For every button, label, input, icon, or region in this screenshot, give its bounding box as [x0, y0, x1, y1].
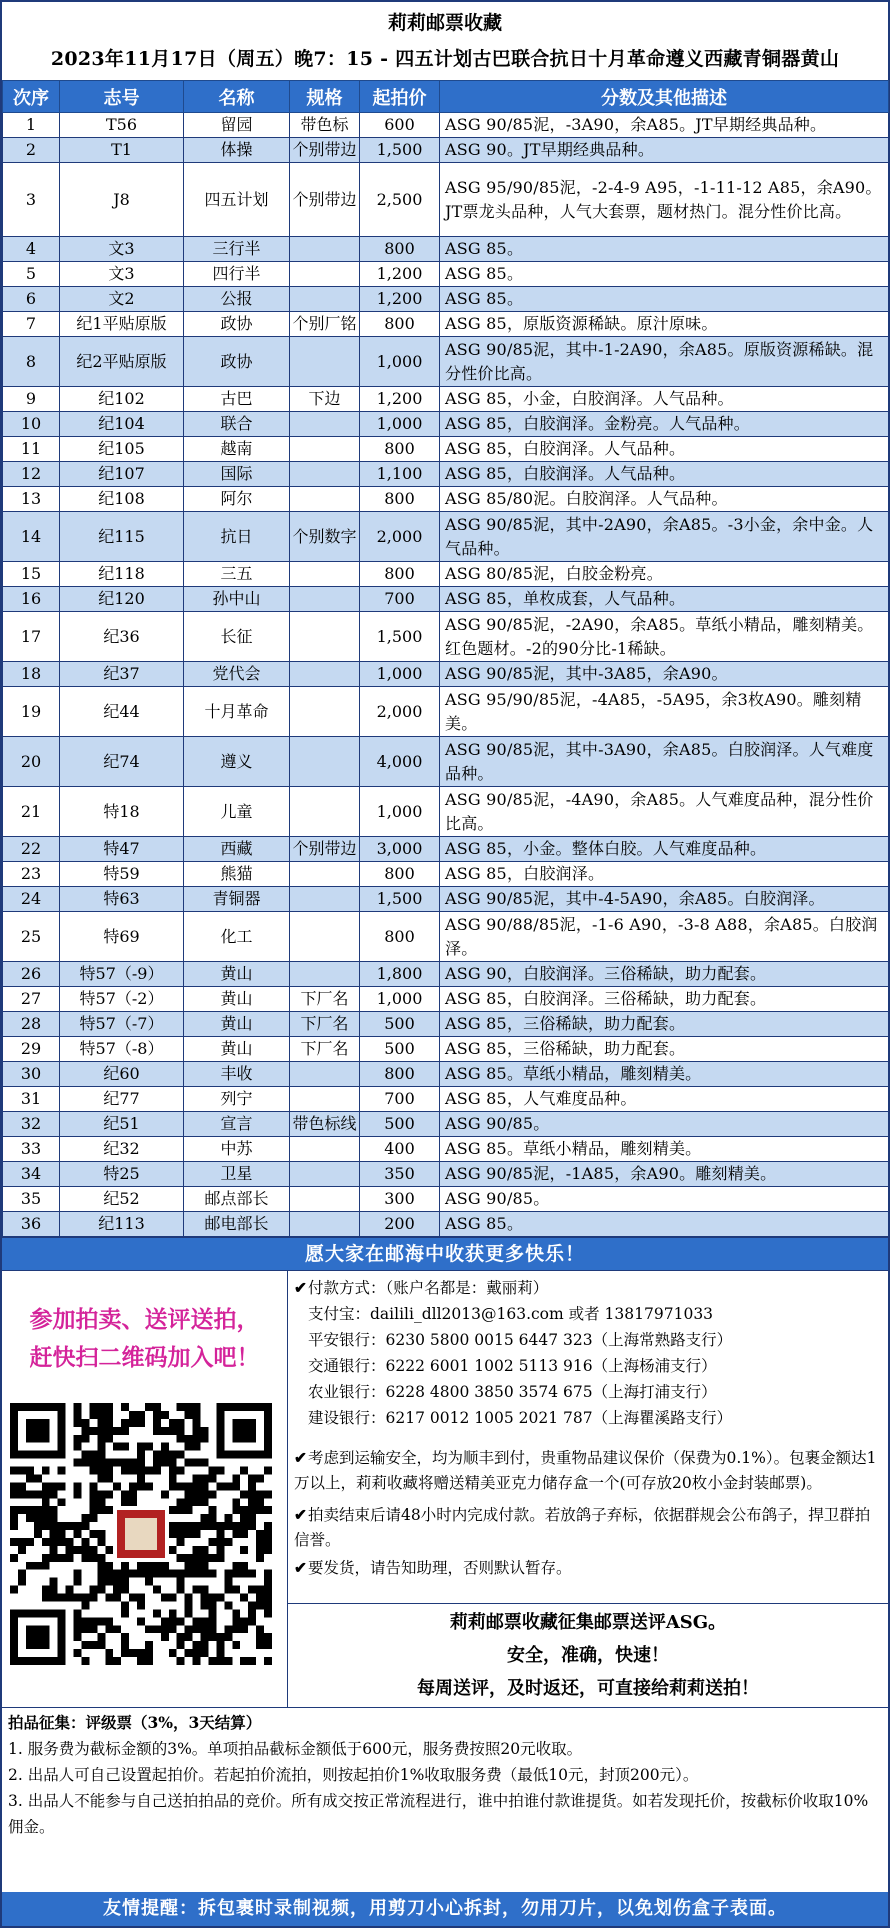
- cell-desc: ASG 85，白胶润泽。金粉亮。人气品种。: [440, 412, 889, 437]
- cell-code: 纪107: [60, 462, 184, 487]
- cell-code: 纪120: [60, 587, 184, 612]
- cell-spec: [290, 1062, 360, 1087]
- table-row: [3, 1037, 889, 1062]
- table-row: [3, 662, 889, 687]
- cell-name: 熊猫: [184, 862, 290, 887]
- table-row: [3, 387, 889, 412]
- shipping-note: 考虑到运输安全，均为顺丰到付，贵重物品建议保价（保费为0.1%）。包裹金额达1万以上，莉莉收藏将赠送精美亚克力储存盒一个(可存放20枚小金封装邮票)。: [294, 1449, 877, 1492]
- cell-spec: [290, 487, 360, 512]
- cell-price: 1,800: [360, 962, 440, 987]
- cell-no: 4: [3, 237, 60, 262]
- table-row: [3, 512, 889, 562]
- cell-no: 16: [3, 587, 60, 612]
- cell-price: 1,500: [360, 612, 440, 662]
- cell-price: 1,000: [360, 987, 440, 1012]
- cell-price: 3,000: [360, 837, 440, 862]
- cell-no: 13: [3, 487, 60, 512]
- cell-code: 特47: [60, 837, 184, 862]
- cell-no: 1: [3, 113, 60, 138]
- cell-no: 27: [3, 987, 60, 1012]
- table-row: [3, 138, 889, 163]
- promo-text: [2, 1301, 287, 1377]
- cell-price: 350: [360, 1162, 440, 1187]
- payment-info: [288, 1271, 888, 1604]
- payment-method: 付款方式：（账户名都是：戴丽莉）: [308, 1279, 549, 1297]
- cell-no: 9: [3, 387, 60, 412]
- table-row: [3, 412, 889, 437]
- cell-code: T56: [60, 113, 184, 138]
- cell-price: 1,100: [360, 462, 440, 487]
- table-row: [3, 1187, 889, 1212]
- page-title: 莉莉邮票收藏: [387, 12, 502, 34]
- cell-name: 十月革命: [184, 687, 290, 737]
- rule-item: 3. 出品人不能参与自己送拍拍品的竞价。所有成交按正常流程进行，谁中拍谁付款谁提货。如若发现托价，按截标价收取10%佣金。: [8, 1792, 869, 1836]
- cell-name: 卫星: [184, 1162, 290, 1187]
- cell-price: 1,000: [360, 412, 440, 437]
- cell-no: 26: [3, 962, 60, 987]
- cell-name: 三行半: [184, 237, 290, 262]
- cell-no: 8: [3, 337, 60, 387]
- cell-name: 国际: [184, 462, 290, 487]
- rule-item: 2. 出品人可自己设置起拍价。若起拍价流拍，则按起拍价1%收取服务费（最低10元，封顶200元）。: [8, 1766, 699, 1784]
- table-row: [3, 312, 889, 337]
- header-no: 次序: [3, 81, 60, 113]
- cell-code: 纪105: [60, 437, 184, 462]
- cell-desc: ASG 95/90/85泥，-4A85，-5A95，余3枚A90。雕刻精美。: [440, 687, 889, 737]
- table-body: [3, 113, 889, 1237]
- cell-spec: 个别数字: [290, 512, 360, 562]
- cell-name: 宣言: [184, 1112, 290, 1137]
- qr-code-icon[interactable]: [10, 1403, 272, 1665]
- cell-no: 32: [3, 1112, 60, 1137]
- cell-spec: 个别厂铭: [290, 312, 360, 337]
- cell-code: 纪115: [60, 512, 184, 562]
- cell-spec: [290, 1187, 360, 1212]
- cell-spec: 个别带边: [290, 837, 360, 862]
- slogan-line-1: 莉莉邮票收藏征集邮票送评ASG。: [449, 1612, 727, 1633]
- cell-price: 1,000: [360, 787, 440, 837]
- cell-price: 800: [360, 437, 440, 462]
- cell-code: 纪44: [60, 687, 184, 737]
- bank-account: 交通银行：6222 6001 1002 5113 916（上海杨浦支行）: [308, 1357, 717, 1375]
- cell-spec: [290, 337, 360, 387]
- cell-no: 33: [3, 1137, 60, 1162]
- cell-desc: ASG 85，三俗稀缺，助力配套。: [440, 1012, 889, 1037]
- check-icon: ✔: [294, 1448, 307, 1467]
- header-desc: 分数及其他描述: [440, 81, 889, 113]
- auction-table: [2, 80, 889, 1237]
- cell-code: 纪51: [60, 1112, 184, 1137]
- rules-heading: 拍品征集：评级票（3%，3天结算）: [8, 1713, 262, 1732]
- cell-name: 四五计划: [184, 163, 290, 237]
- alipay-account: 支付宝：dailili_dll2013@163.com 或者 13817971033: [308, 1305, 714, 1323]
- cell-desc: ASG 85。: [440, 237, 889, 262]
- cell-desc: ASG 85，三俗稀缺，助力配套。: [440, 1037, 889, 1062]
- check-icon: ✔: [294, 1278, 307, 1297]
- cell-code: 文3: [60, 262, 184, 287]
- table-row: [3, 337, 889, 387]
- cell-price: 800: [360, 912, 440, 962]
- cell-price: 1,500: [360, 887, 440, 912]
- cell-price: 1,200: [360, 262, 440, 287]
- slogan-line-3: 每周送评，及时返还，可直接给莉莉送拍！: [417, 1678, 759, 1699]
- cell-no: 14: [3, 512, 60, 562]
- table-row: [3, 837, 889, 862]
- cell-desc: ASG 90/85泥，其中-4-5A90，余A85。白胶润泽。: [440, 887, 889, 912]
- cell-code: J8: [60, 163, 184, 237]
- rule-item: 1. 服务费为截标金额的3%。单项拍品截标金额低于600元，服务费按照20元收取。: [8, 1740, 583, 1758]
- cell-code: 特25: [60, 1162, 184, 1187]
- cell-spec: [290, 687, 360, 737]
- slogan: [288, 1604, 888, 1707]
- cell-name: 抗日: [184, 512, 290, 562]
- cell-name: 中苏: [184, 1137, 290, 1162]
- cell-desc: ASG 85。: [440, 1212, 889, 1237]
- table-row: [3, 462, 889, 487]
- table-row: [3, 262, 889, 287]
- cell-code: 纪118: [60, 562, 184, 587]
- cell-price: 800: [360, 862, 440, 887]
- cell-no: 34: [3, 1162, 60, 1187]
- cell-code: 纪2平贴原版: [60, 337, 184, 387]
- cell-price: 800: [360, 487, 440, 512]
- promo-column: [2, 1271, 288, 1707]
- cell-spec: [290, 462, 360, 487]
- cell-desc: ASG 90，白胶润泽。三俗稀缺，助力配套。: [440, 962, 889, 987]
- cell-price: 2,500: [360, 163, 440, 237]
- cell-desc: ASG 90/85泥，-2A90，余A85。草纸小精品，雕刻精美。红色题材。-2的90分比-1稀缺。: [440, 612, 889, 662]
- cell-name: 西藏: [184, 837, 290, 862]
- cell-no: 15: [3, 562, 60, 587]
- cell-no: 28: [3, 1012, 60, 1037]
- cell-no: 22: [3, 837, 60, 862]
- cell-price: 300: [360, 1187, 440, 1212]
- cell-name: 儿童: [184, 787, 290, 837]
- table-header-row: [3, 81, 889, 113]
- cell-spec: [290, 1212, 360, 1237]
- cell-no: 2: [3, 138, 60, 163]
- table-row: [3, 1212, 889, 1237]
- cell-name: 黄山: [184, 1037, 290, 1062]
- cell-spec: [290, 912, 360, 962]
- table-row: [3, 587, 889, 612]
- cell-spec: [290, 287, 360, 312]
- cell-no: 21: [3, 787, 60, 837]
- cell-no: 6: [3, 287, 60, 312]
- cell-name: 公报: [184, 287, 290, 312]
- cell-desc: ASG 90/85泥，-4A90，余A85。人气难度品种，混分性价比高。: [440, 787, 889, 837]
- bank-account: 农业银行：6228 4800 3850 3574 675（上海打浦支行）: [308, 1383, 717, 1401]
- cell-no: 5: [3, 262, 60, 287]
- cell-name: 三五: [184, 562, 290, 587]
- cell-desc: ASG 90/88/85泥，-1-6 A90，-3-8 A88，余A85。白胶润泽。: [440, 912, 889, 962]
- cell-code: 特57（-8）: [60, 1037, 184, 1062]
- cell-price: 500: [360, 1012, 440, 1037]
- cell-no: 31: [3, 1087, 60, 1112]
- cell-name: 黄山: [184, 1012, 290, 1037]
- cell-name: 党代会: [184, 662, 290, 687]
- cell-code: 纪104: [60, 412, 184, 437]
- cell-code: 特18: [60, 787, 184, 837]
- cell-no: 18: [3, 662, 60, 687]
- wish-banner: 愿大家在邮海中收获更多快乐！: [2, 1237, 888, 1270]
- cell-code: 纪32: [60, 1137, 184, 1162]
- cell-no: 35: [3, 1187, 60, 1212]
- cell-code: 特63: [60, 887, 184, 912]
- cell-name: 体操: [184, 138, 290, 163]
- cell-name: 丰收: [184, 1062, 290, 1087]
- cell-spec: 下厂名: [290, 1012, 360, 1037]
- promo-line-2: 赶快扫二维码加入吧！: [29, 1344, 260, 1371]
- cell-code: 纪74: [60, 737, 184, 787]
- cell-price: 1,500: [360, 138, 440, 163]
- cell-no: 23: [3, 862, 60, 887]
- table-row: [3, 687, 889, 737]
- cell-desc: ASG 85，人气难度品种。: [440, 1087, 889, 1112]
- cell-code: 纪52: [60, 1187, 184, 1212]
- cell-spec: [290, 1087, 360, 1112]
- table-row: [3, 487, 889, 512]
- info-block: [2, 1270, 888, 1708]
- cell-name: 政协: [184, 312, 290, 337]
- cell-name: 阿尔: [184, 487, 290, 512]
- cell-name: 青铜器: [184, 887, 290, 912]
- cell-price: 200: [360, 1212, 440, 1237]
- cell-spec: [290, 862, 360, 887]
- cell-price: 500: [360, 1037, 440, 1062]
- page-subtitle: 2023年11月17日（周五）晚7：15 - 四五计划古巴联合抗日十月革命遵义西藏青铜器黄山: [50, 48, 840, 70]
- cell-desc: ASG 90/85。: [440, 1112, 889, 1137]
- bank-account: 建设银行：6217 0012 1005 2021 787（上海瞿溪路支行）: [308, 1409, 733, 1427]
- cell-code: 纪102: [60, 387, 184, 412]
- cell-desc: ASG 85，小金，白胶润泽。人气品种。: [440, 387, 889, 412]
- table-row: [3, 287, 889, 312]
- cell-spec: [290, 412, 360, 437]
- cell-desc: ASG 85，白胶润泽。三俗稀缺，助力配套。: [440, 987, 889, 1012]
- cell-price: 400: [360, 1137, 440, 1162]
- table-row: [3, 1162, 889, 1187]
- table-row: [3, 987, 889, 1012]
- cell-code: 纪36: [60, 612, 184, 662]
- header-name: 名称: [184, 81, 290, 113]
- cell-no: 24: [3, 887, 60, 912]
- cell-desc: ASG 85。: [440, 287, 889, 312]
- cell-code: 特57（-7）: [60, 1012, 184, 1037]
- cell-no: 25: [3, 912, 60, 962]
- cell-price: 1,200: [360, 387, 440, 412]
- table-row: [3, 1112, 889, 1137]
- cell-spec: [290, 237, 360, 262]
- cell-name: 化工: [184, 912, 290, 962]
- cell-code: 纪77: [60, 1087, 184, 1112]
- cell-spec: 下边: [290, 387, 360, 412]
- table-row: [3, 862, 889, 887]
- cell-spec: [290, 262, 360, 287]
- cell-no: 17: [3, 612, 60, 662]
- cell-code: 文2: [60, 287, 184, 312]
- cell-desc: ASG 85，原版资源稀缺。原汁原味。: [440, 312, 889, 337]
- cell-spec: [290, 437, 360, 462]
- cell-spec: 带色标: [290, 113, 360, 138]
- cell-code: 特57（-9）: [60, 962, 184, 987]
- cell-name: 四行半: [184, 262, 290, 287]
- cell-spec: [290, 962, 360, 987]
- table-row: [3, 787, 889, 837]
- cell-name: 古巴: [184, 387, 290, 412]
- table-row: [3, 237, 889, 262]
- table-row: [3, 612, 889, 662]
- cell-price: 600: [360, 113, 440, 138]
- title-bar: [2, 2, 888, 80]
- cell-desc: ASG 90/85泥，其中-2A90，余A85。-3小金，余中金。人气品种。: [440, 512, 889, 562]
- cell-spec: 带色标线: [290, 1112, 360, 1137]
- table-row: [3, 1062, 889, 1087]
- cell-spec: [290, 737, 360, 787]
- table-row: [3, 163, 889, 237]
- table-row: [3, 887, 889, 912]
- cell-desc: ASG 85，白胶润泽。人气品种。: [440, 437, 889, 462]
- cell-desc: ASG 80/85泥，白胶金粉亮。: [440, 562, 889, 587]
- payment-column: [288, 1271, 888, 1707]
- cell-desc: ASG 85，单枚成套，人气品种。: [440, 587, 889, 612]
- cell-name: 孙中山: [184, 587, 290, 612]
- rules-section: [2, 1708, 888, 1875]
- cell-desc: ASG 85。草纸小精品，雕刻精美。: [440, 1137, 889, 1162]
- cell-code: 特69: [60, 912, 184, 962]
- cell-price: 700: [360, 587, 440, 612]
- cell-code: 纪37: [60, 662, 184, 687]
- cell-name: 政协: [184, 337, 290, 387]
- cell-desc: ASG 95/90/85泥，-2-4-9 A95，-1-11-12 A85，余A90。JT票龙头品种，人气大套票，题材热门。混分性价比高。: [440, 163, 889, 237]
- cell-desc: ASG 90。JT早期经典品种。: [440, 138, 889, 163]
- promo-line-1: 参加拍卖、送评送拍，: [29, 1306, 260, 1333]
- cell-desc: ASG 85，白胶润泽。人气品种。: [440, 462, 889, 487]
- cell-no: 20: [3, 737, 60, 787]
- cell-price: 800: [360, 312, 440, 337]
- cell-no: 36: [3, 1212, 60, 1237]
- payment-deadline-note: 拍卖结束后请48小时内完成付款。若放鸽子弃标，依据群规会公布鸽子，捍卫群拍信誉。: [294, 1506, 871, 1549]
- cell-name: 遵义: [184, 737, 290, 787]
- header-code: 志号: [60, 81, 184, 113]
- cell-price: 1,200: [360, 287, 440, 312]
- cell-desc: ASG 90/85泥，其中-3A85，余A90。: [440, 662, 889, 687]
- cell-no: 7: [3, 312, 60, 337]
- cell-code: 纪1平贴原版: [60, 312, 184, 337]
- table-row: [3, 912, 889, 962]
- cell-desc: ASG 85/80泥。白胶润泽。人气品种。: [440, 487, 889, 512]
- cell-no: 29: [3, 1037, 60, 1062]
- cell-name: 黄山: [184, 987, 290, 1012]
- cell-price: 500: [360, 1112, 440, 1137]
- cell-code: 特59: [60, 862, 184, 887]
- cell-price: 1,000: [360, 662, 440, 687]
- cell-spec: 个别带边: [290, 163, 360, 237]
- cell-code: 纪113: [60, 1212, 184, 1237]
- shipping-request-note: 要发货，请告知助理，否则默认暂存。: [308, 1559, 572, 1577]
- cell-spec: [290, 1162, 360, 1187]
- cell-spec: 下厂名: [290, 987, 360, 1012]
- cell-no: 10: [3, 412, 60, 437]
- cell-code: T1: [60, 138, 184, 163]
- cell-code: 纪108: [60, 487, 184, 512]
- cell-spec: [290, 662, 360, 687]
- cell-spec: [290, 787, 360, 837]
- table-row: [3, 1087, 889, 1112]
- cell-price: 2,000: [360, 512, 440, 562]
- cell-desc: ASG 85，白胶润泽。: [440, 862, 889, 887]
- cell-code: 文3: [60, 237, 184, 262]
- cell-price: 1,000: [360, 337, 440, 387]
- cell-no: 11: [3, 437, 60, 462]
- slogan-line-2: 安全，准确，快速！: [507, 1645, 669, 1666]
- cell-desc: ASG 90/85泥，-1A85，余A90。雕刻精美。: [440, 1162, 889, 1187]
- cell-spec: [290, 562, 360, 587]
- cell-name: 邮电部长: [184, 1212, 290, 1237]
- table-row: [3, 1137, 889, 1162]
- header-price: 起拍价: [360, 81, 440, 113]
- cell-spec: [290, 887, 360, 912]
- check-icon: ✔: [294, 1558, 307, 1577]
- cell-code: 特57（-2）: [60, 987, 184, 1012]
- table-row: [3, 962, 889, 987]
- cell-code: 纪60: [60, 1062, 184, 1087]
- cell-desc: ASG 85。草纸小精品，雕刻精美。: [440, 1062, 889, 1087]
- table-row: [3, 113, 889, 138]
- header-spec: 规格: [290, 81, 360, 113]
- cell-desc: ASG 85。: [440, 262, 889, 287]
- cell-no: 3: [3, 163, 60, 237]
- table-row: [3, 1012, 889, 1037]
- cell-desc: ASG 90/85泥，-3A90，余A85。JT早期经典品种。: [440, 113, 889, 138]
- cell-no: 30: [3, 1062, 60, 1087]
- cell-spec: 个别带边: [290, 138, 360, 163]
- cell-spec: [290, 612, 360, 662]
- cell-desc: ASG 90/85泥，其中-1-2A90，余A85。原版资源稀缺。混分性价比高。: [440, 337, 889, 387]
- cell-price: 700: [360, 1087, 440, 1112]
- table-row: [3, 562, 889, 587]
- cell-name: 邮点部长: [184, 1187, 290, 1212]
- cell-price: 800: [360, 237, 440, 262]
- cell-price: 800: [360, 562, 440, 587]
- table-row: [3, 737, 889, 787]
- cell-name: 联合: [184, 412, 290, 437]
- reminder-banner: 友情提醒：拆包裹时录制视频，用剪刀小心拆封，勿用刀片，以免划伤盒子表面。: [2, 1892, 888, 1926]
- cell-name: 越南: [184, 437, 290, 462]
- cell-price: 800: [360, 1062, 440, 1087]
- cell-no: 19: [3, 687, 60, 737]
- cell-spec: 下厂名: [290, 1037, 360, 1062]
- cell-name: 黄山: [184, 962, 290, 987]
- cell-price: 4,000: [360, 737, 440, 787]
- cell-spec: [290, 587, 360, 612]
- cell-spec: [290, 1137, 360, 1162]
- cell-desc: ASG 90/85。: [440, 1187, 889, 1212]
- cell-desc: ASG 85，小金。整体白胶。人气难度品种。: [440, 837, 889, 862]
- cell-price: 2,000: [360, 687, 440, 737]
- cell-no: 12: [3, 462, 60, 487]
- table-row: [3, 437, 889, 462]
- check-icon: ✔: [294, 1505, 307, 1524]
- cell-name: 列宁: [184, 1087, 290, 1112]
- bank-account: 平安银行：6230 5800 0015 6447 323（上海常熟路支行）: [308, 1331, 733, 1349]
- cell-name: 长征: [184, 612, 290, 662]
- cell-desc: ASG 90/85泥，其中-3A90，余A85。白胶润泽。人气难度品种。: [440, 737, 889, 787]
- cell-name: 留园: [184, 113, 290, 138]
